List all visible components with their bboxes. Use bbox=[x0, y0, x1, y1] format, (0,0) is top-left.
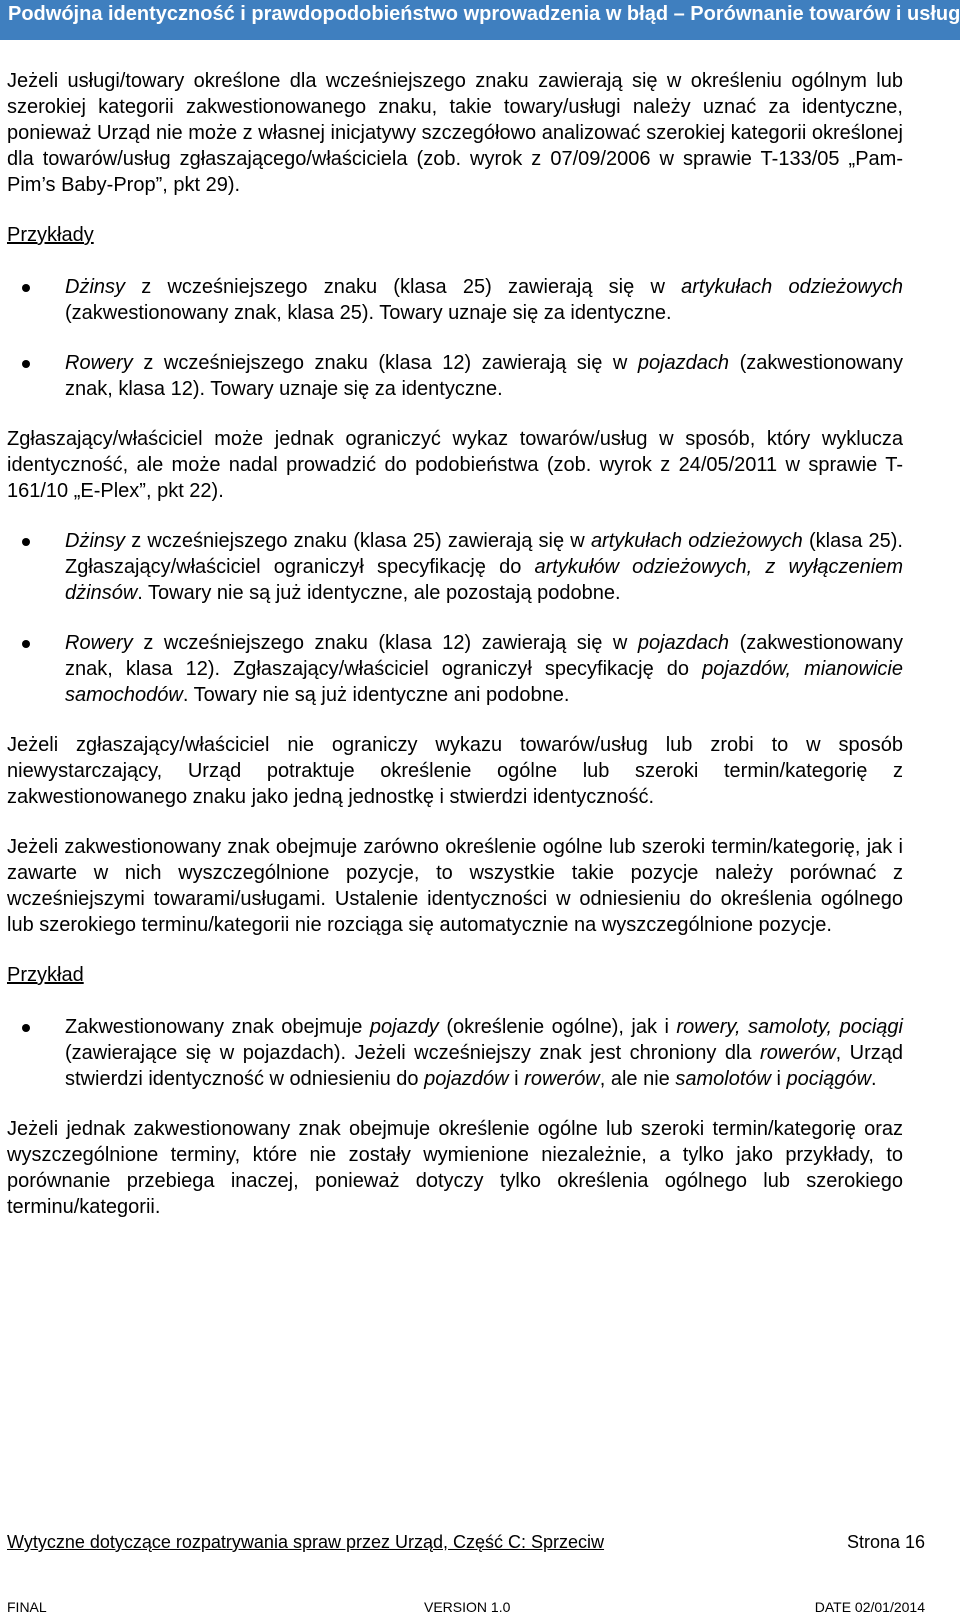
bullet-dot bbox=[22, 1024, 30, 1032]
footer-version: VERSION 1.0 bbox=[424, 1599, 511, 1615]
page-footer bbox=[7, 1531, 925, 1553]
paragraph-2: Zgłaszający/właściciel może jednak ograniczyć wykaz towarów/usług w sposób, który wyklucza identyczność, ale może nadal prowadzić do podobieństwa (zob. wyrok z 24/05/2011 w sprawie T-161/10 „E-Plex”, pkt 22). bbox=[7, 428, 903, 502]
paragraph-1: Jeżeli usługi/towary określone dla wcześniejszego znaku zawierają się w określeniu ogólnym lub szerokiej kategorii zakwestionowanego znaku, takie towary/usługi należy uznać za identyczne, ponieważ Urząd nie może z własnej inicjatywy szczegółowo analizować szerokiej kategorii określonej dla towarów/usług zgłaszającego/właściciela (zob. wyrok z 07/09/2006 w sprawie T-133/05 „Pam-Pim’s Baby-Prop”, pkt 29). bbox=[7, 70, 903, 196]
example-bicycles-identical: Rowery z wcześniejszego znaku (klasa 12) zawierają się w pojazdach (zakwestionowany znak, klasa 12). Towary uznaje się za identyczne. bbox=[7, 350, 903, 402]
example-vehicles: Zakwestionowany znak obejmuje pojazdy (określenie ogólne), jak i rowery, samoloty, pociągi (zawierające się w pojazdach). Jeżeli wcześniejszy znak jest chroniony dla rowerów, Urząd stwierdzi identyczność w odniesieniu do pojazdów i rowerów, ale nie samolotów i pociągów. bbox=[7, 1014, 903, 1092]
example-heading: Przykład bbox=[7, 964, 84, 986]
footer-page-number: Strona 16 bbox=[846, 1532, 925, 1552]
page-header bbox=[0, 0, 960, 40]
example-jeans-similar: Dżinsy z wcześniejszego znaku (klasa 25) zawierają się w artykułach odzieżowych (klasa 25). Zgłaszający/właściciel ograniczył specyfikację do artykułów odzieżowych, z wyłączeniem dżinsów. Towary nie są już identyczne, ale pozostają podobne. bbox=[7, 528, 903, 606]
bullet-dot bbox=[22, 538, 30, 546]
bullet-dot bbox=[22, 640, 30, 648]
example-bicycles-dissimilar: Rowery z wcześniejszego znaku (klasa 12) zawierają się w pojazdach (zakwestionowany znak, klasa 12). Zgłaszający/właściciel ograniczył specyfikację do pojazdów, mianowicie samochodów. Towary nie są już identyczne ani podobne. bbox=[7, 630, 903, 708]
paragraph-3: Jeżeli zgłaszający/właściciel nie ograniczy wykazu towarów/usług lub zrobi to w sposób niewystarczający, Urząd potraktuje określenie ogólne lub szeroki termin/kategorię z zakwestionowanego znaku jako jedną jednostkę i stwierdzi identyczność. bbox=[7, 734, 903, 808]
footer-document-title: Wytyczne dotyczące rozpatrywania spraw przez Urząd, Część C: Sprzeciw bbox=[7, 1532, 605, 1552]
example-jeans-identical: Dżinsy z wcześniejszego znaku (klasa 25) zawierają się w artykułach odzieżowych (zakwestionowany znak, klasa 25). Towary uznaje się za identyczne. bbox=[7, 274, 903, 326]
page-footer-meta bbox=[7, 1598, 925, 1616]
bullet-dot bbox=[22, 360, 30, 368]
paragraph-4: Jeżeli zakwestionowany znak obejmuje zarówno określenie ogólne lub szeroki termin/kategorię, jak i zawarte w nich wyszczególnione pozycje, to wszystkie takie pozycje należy porównać z wcześniejszymi towarami/usługami. Ustalenie identyczności w odniesieniu do określenia ogólnego lub szerokiego terminu/kategorii nie rozciąga się automatycznie na wyszczególnione pozycje. bbox=[7, 836, 903, 936]
examples-list-2 bbox=[7, 528, 903, 708]
examples-heading: Przykłady bbox=[7, 224, 94, 246]
bullet-dot bbox=[22, 284, 30, 292]
examples-list-3 bbox=[7, 1014, 903, 1092]
paragraph-5: Jeżeli jednak zakwestionowany znak obejmuje określenie ogólne lub szeroki termin/kategorię oraz wyszczególnione terminy, które nie zostały wymienione niezależnie, a tylko jako przykłady, to porównanie przebiega inaczej, ponieważ dotyczy tylko określenia ogólnego lub szerokiego terminu/kategorii. bbox=[7, 1118, 903, 1218]
examples-list-1 bbox=[7, 274, 903, 402]
document-body bbox=[7, 68, 903, 1244]
header-title: Podwójna identyczność i prawdopodobieństwo wprowadzenia w błąd – Porównanie towarów i usług bbox=[8, 3, 960, 25]
footer-date: DATE 02/01/2014 bbox=[814, 1599, 925, 1615]
footer-status: FINAL bbox=[7, 1599, 47, 1615]
